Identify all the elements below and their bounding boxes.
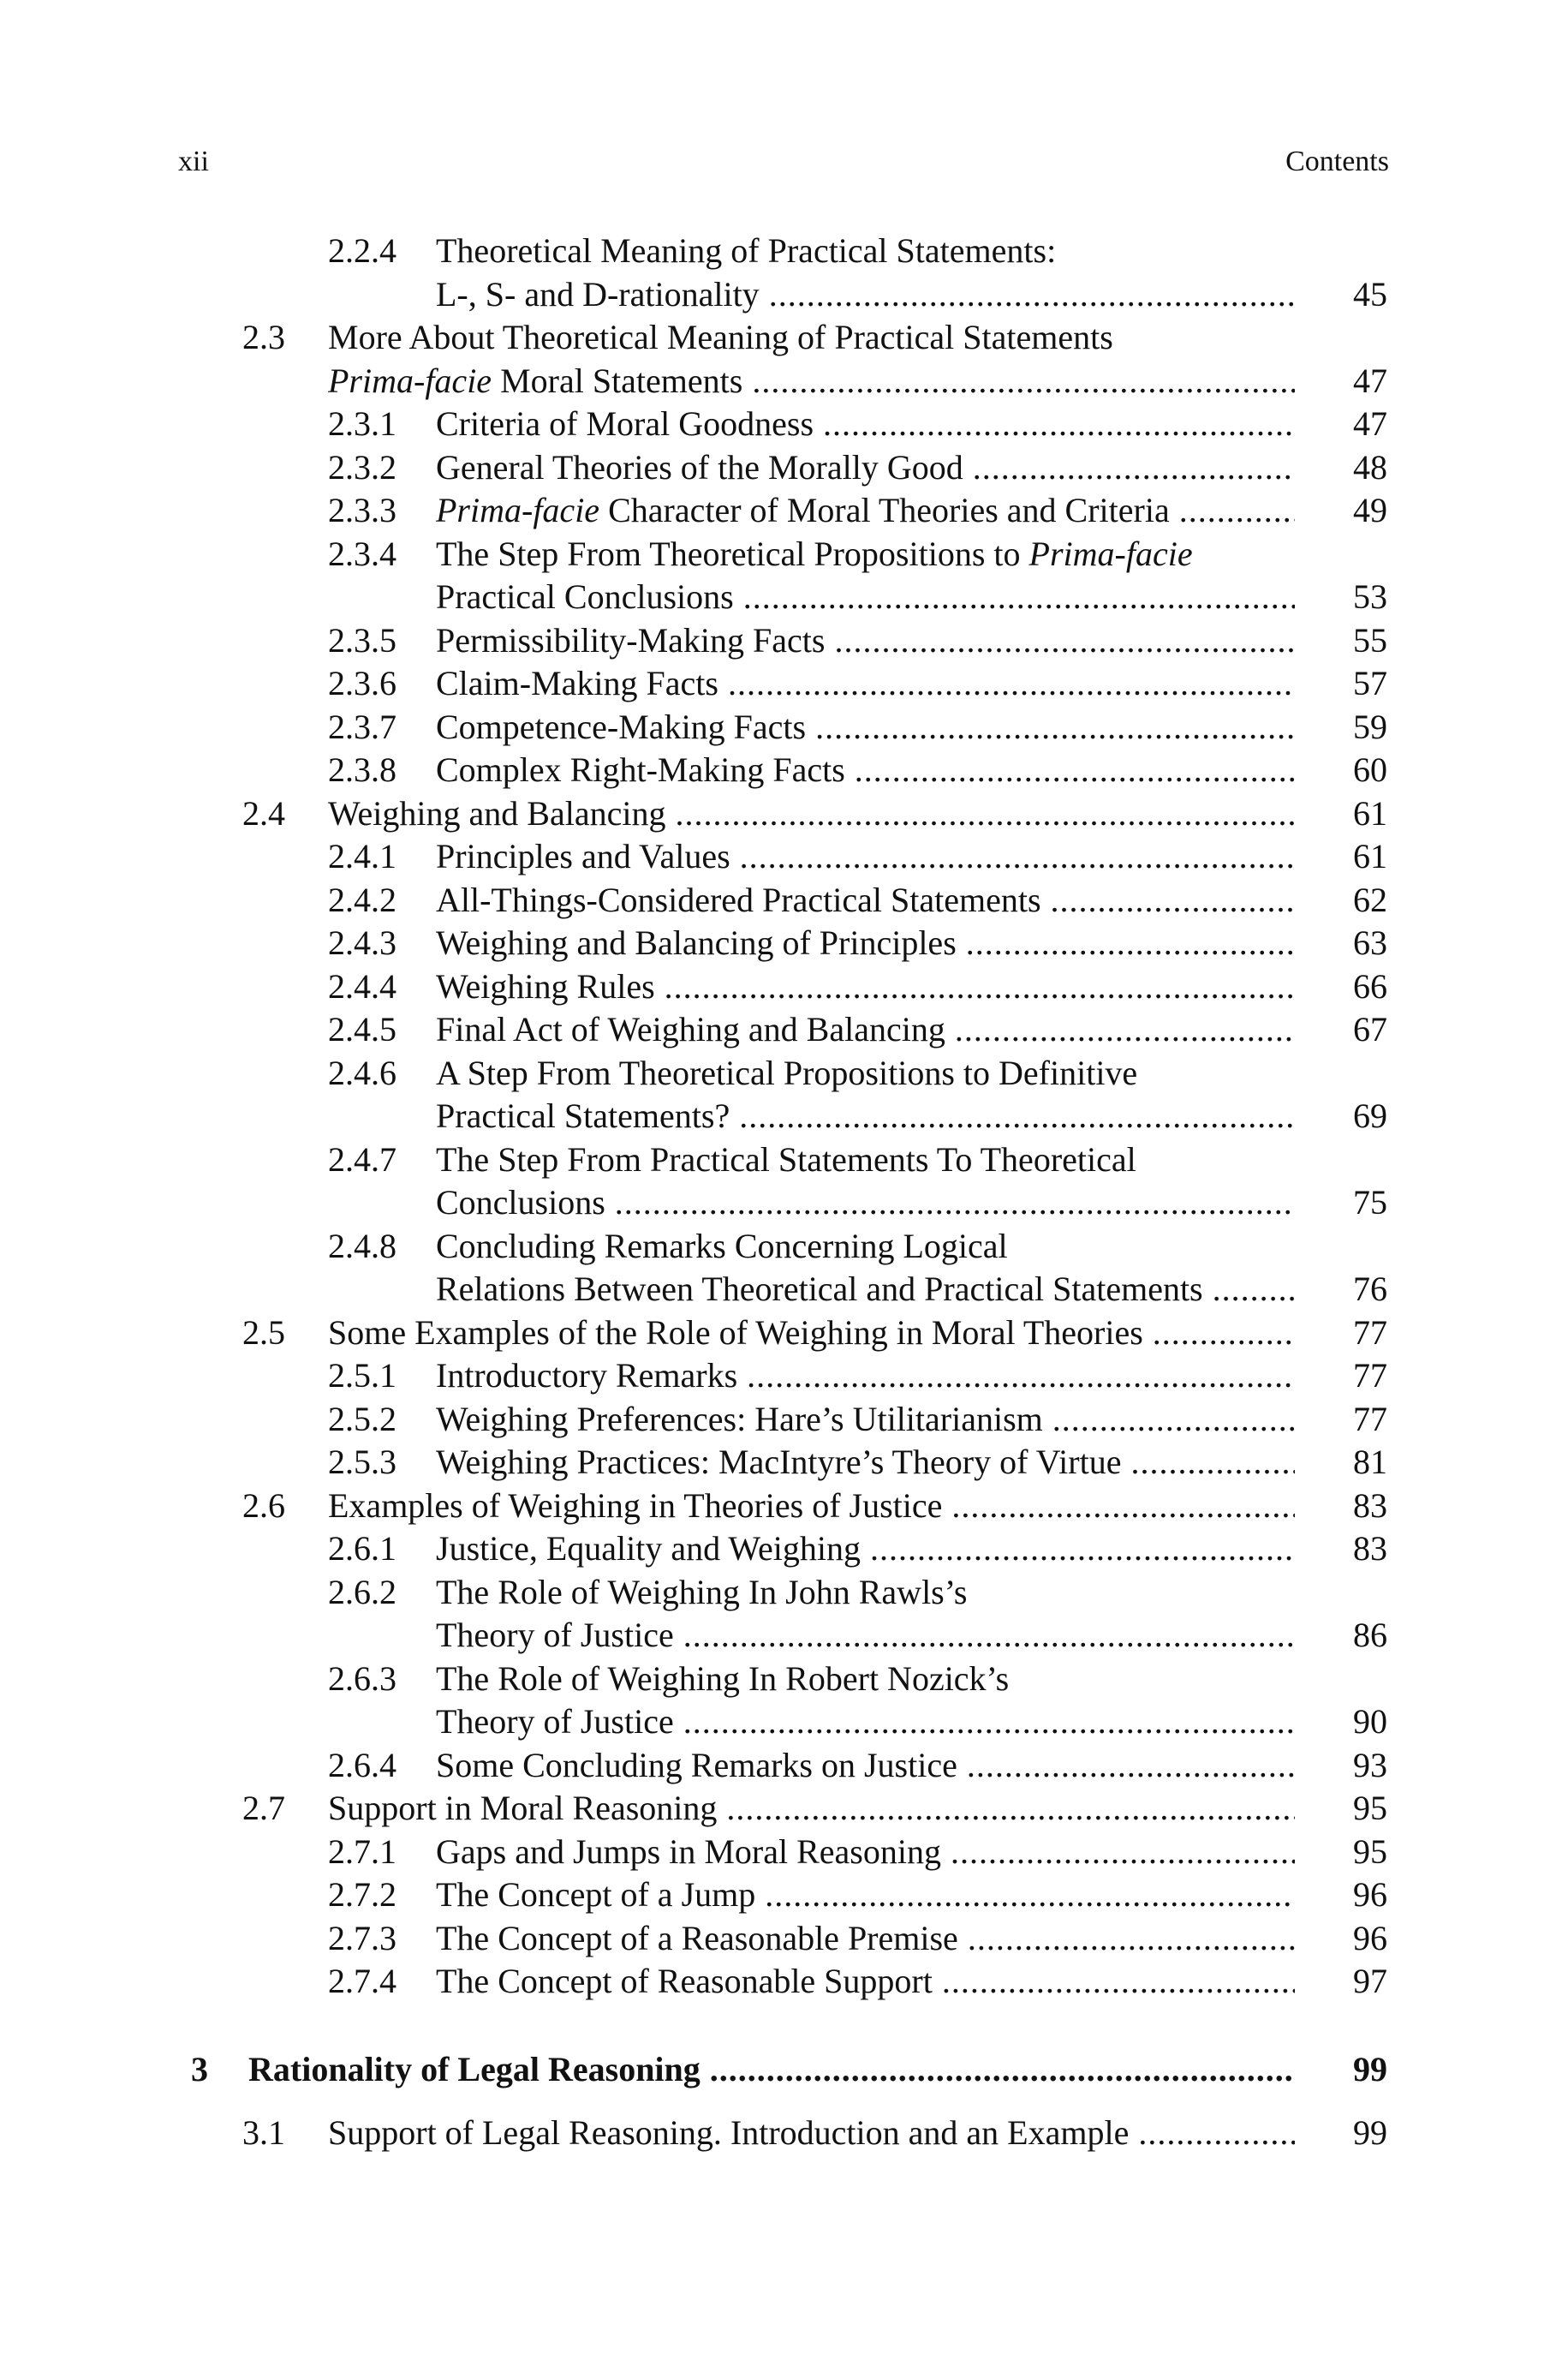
toc-entry-number: 2.7 xyxy=(242,1789,285,1827)
toc-entry-title: Practical Statements? ..... xyxy=(436,1095,1295,1138)
toc-entry-page: 93 xyxy=(1353,1745,1387,1784)
toc-entry[interactable] xyxy=(0,1354,1568,1397)
toc-entry-number: 2.4.6 xyxy=(328,1053,396,1092)
toc-entry-title: Complex Right-Making Facts ..... xyxy=(436,749,1295,792)
toc-entry-page: 75 xyxy=(1353,1183,1387,1222)
toc-entry-page: 57 xyxy=(1353,664,1387,702)
toc-entry-title: The Step From Theoretical Propositions to Prima-facie xyxy=(436,534,1193,573)
toc-entry-title: L-, S- and D-rationality ..... xyxy=(436,273,1295,316)
toc-entry-number: 2.3.8 xyxy=(328,750,396,789)
toc-entry[interactable] xyxy=(0,1917,1568,1960)
toc-entry[interactable] xyxy=(0,879,1568,922)
toc-entry-number: 2.4 xyxy=(242,793,285,833)
toc-entry-number: 2.3.4 xyxy=(328,534,396,573)
toc-entry[interactable] xyxy=(0,576,1568,618)
toc-entry-title: Justice, Equality and Weighing ..... xyxy=(436,1527,1295,1570)
toc-entry[interactable] xyxy=(0,619,1568,662)
toc-entry-page: 77 xyxy=(1353,1312,1387,1352)
toc-entry[interactable] xyxy=(0,835,1568,878)
toc-entry-number: 2.5 xyxy=(242,1312,285,1352)
toc-entry-page: 96 xyxy=(1353,1918,1387,1957)
toc-entry[interactable] xyxy=(0,1441,1568,1484)
toc-entry-number: 2.4.4 xyxy=(328,966,396,1006)
toc-entry[interactable] xyxy=(0,1398,1568,1441)
toc-entry-title: Permissibility-Making Facts ..... xyxy=(436,619,1295,662)
toc-entry-number: 2.3 xyxy=(242,318,285,356)
toc-entry-page: 77 xyxy=(1353,1399,1387,1438)
toc-entry-title: Weighing and Balancing ..... xyxy=(328,792,1295,835)
toc-entry-title: Weighing Rules ..... xyxy=(436,965,1295,1008)
toc-entry-number: 2.3.3 xyxy=(328,491,396,529)
toc-entry-title: Examples of Weighing in Theories of Justice ..... xyxy=(328,1485,1295,1527)
toc-entry-number: 2.7.4 xyxy=(328,1962,396,2000)
toc-entry-page: 83 xyxy=(1353,1529,1387,1568)
toc-entry-title: Some Examples of the Role of Weighing in Moral Theories ..... xyxy=(328,1311,1295,1354)
toc-entry-title: Support of Legal Reasoning. Introduction and an Example ..... xyxy=(328,2112,1295,2154)
toc-entry-page: 61 xyxy=(1353,793,1387,833)
toc-entry-number: 3 xyxy=(191,2049,208,2088)
toc-entry-title: The Role of Weighing In John Rawls’s xyxy=(436,1572,968,1611)
toc-entry-number: 2.7.3 xyxy=(328,1918,396,1957)
toc-entry[interactable] xyxy=(0,1225,1568,1268)
toc-entry-title: Prima-facie Character of Moral Theories and Criteria ..... xyxy=(436,489,1295,532)
toc-entry-number: 2.5.3 xyxy=(328,1443,396,1481)
toc-entry[interactable] xyxy=(0,1744,1568,1787)
toc-entry-page: 47 xyxy=(1353,404,1387,443)
toc-entry[interactable] xyxy=(0,1831,1568,1873)
toc-entry[interactable] xyxy=(0,2048,1568,2091)
toc-entry[interactable] xyxy=(0,1787,1568,1830)
toc-entry-number: 2.6.3 xyxy=(328,1658,396,1698)
toc-entry-title: Gaps and Jumps in Moral Reasoning ..... xyxy=(436,1831,1295,1873)
toc-entry-title: The Concept of Reasonable Support ..... xyxy=(436,1960,1295,2003)
toc-entry[interactable] xyxy=(0,922,1568,965)
toc-entry[interactable] xyxy=(0,1268,1568,1311)
toc-entry-title: Prima-facie Moral Statements ..... xyxy=(328,360,1295,403)
toc-entry-number: 2.7.2 xyxy=(328,1875,396,1914)
running-header xyxy=(178,146,1389,183)
toc-entry[interactable] xyxy=(0,1873,1568,1916)
toc-entry-title: A Step From Theoretical Propositions to Definitive xyxy=(436,1053,1138,1092)
toc-entry-number: 2.3.1 xyxy=(328,404,396,443)
toc-entry-title: Theory of Justice ..... xyxy=(436,1700,1295,1743)
toc-entry[interactable] xyxy=(0,533,1568,576)
toc-entry-title: Weighing and Balancing of Principles ..... xyxy=(436,922,1295,965)
toc-entry[interactable] xyxy=(0,1485,1568,1527)
toc-entry[interactable] xyxy=(0,706,1568,749)
toc-entry-page: 55 xyxy=(1353,620,1387,660)
toc-entry[interactable] xyxy=(0,446,1568,489)
toc-entry-page: 99 xyxy=(1353,2113,1387,2152)
toc-entry[interactable] xyxy=(0,1700,1568,1743)
toc-entry-page: 45 xyxy=(1353,274,1387,314)
toc-entry-number: 2.6.4 xyxy=(328,1745,396,1784)
toc-entry-page: 96 xyxy=(1353,1875,1387,1914)
toc-entry-page: 48 xyxy=(1353,447,1387,487)
toc-entry-page: 49 xyxy=(1353,491,1387,529)
toc-entry-title: Practical Conclusions ..... xyxy=(436,576,1295,618)
toc-entry-page: 47 xyxy=(1353,361,1387,400)
toc-entry[interactable] xyxy=(0,360,1568,403)
toc-entry-page: 62 xyxy=(1353,880,1387,919)
toc-entry[interactable] xyxy=(0,230,1568,272)
toc-entry[interactable] xyxy=(0,273,1568,316)
running-title: Contents xyxy=(1285,146,1389,177)
toc-entry[interactable] xyxy=(0,1008,1568,1051)
toc-entry[interactable] xyxy=(0,1658,1568,1700)
toc-entry-title: More About Theoretical Meaning of Practical Statements xyxy=(328,318,1113,356)
toc-entry-page: 60 xyxy=(1353,750,1387,789)
toc-entry-number: 2.4.1 xyxy=(328,837,396,875)
toc-entry[interactable] xyxy=(0,1614,1568,1657)
toc-entry-title: Conclusions ..... xyxy=(436,1181,1295,1224)
toc-entry-number: 2.5.2 xyxy=(328,1399,396,1438)
toc-entry-page: 63 xyxy=(1353,923,1387,962)
toc-entry-title: Some Concluding Remarks on Justice ..... xyxy=(436,1744,1295,1787)
toc-entry-page: 97 xyxy=(1353,1962,1387,2000)
toc-entry-title: Principles and Values ..... xyxy=(436,835,1295,878)
toc-entry-title: Support in Moral Reasoning ..... xyxy=(328,1787,1295,1830)
page-number-roman: xii xyxy=(178,146,209,177)
toc-entry-number: 2.4.2 xyxy=(328,880,396,919)
toc-entry-title: Claim-Making Facts ..... xyxy=(436,662,1295,705)
toc-entry-page: 95 xyxy=(1353,1789,1387,1827)
toc-entry[interactable] xyxy=(0,792,1568,835)
toc-entry-number: 2.6.2 xyxy=(328,1572,396,1611)
toc-entry[interactable] xyxy=(0,965,1568,1008)
toc-entry-number: 3.1 xyxy=(242,2113,285,2152)
toc-entry-title: Competence-Making Facts ..... xyxy=(436,706,1295,749)
toc-entry-title: Concluding Remarks Concerning Logical xyxy=(436,1226,1008,1265)
toc-entry[interactable] xyxy=(0,1960,1568,2003)
toc-entry-title: Final Act of Weighing and Balancing ..... xyxy=(436,1008,1295,1051)
toc-entry-title: The Step From Practical Statements To Theoretical xyxy=(436,1139,1136,1179)
toc-entry-page: 86 xyxy=(1353,1616,1387,1654)
toc-entry-number: 2.3.6 xyxy=(328,664,396,702)
toc-entry[interactable] xyxy=(0,1527,1568,1570)
toc-entry-page: 67 xyxy=(1353,1010,1387,1049)
toc-entry-page: 59 xyxy=(1353,707,1387,746)
toc-entry-number: 2.6.1 xyxy=(328,1529,396,1568)
toc-entry-number: 2.3.7 xyxy=(328,707,396,746)
toc-entry-page: 76 xyxy=(1353,1270,1387,1308)
toc-entry-title: Weighing Preferences: Hare’s Utilitarianism ..... xyxy=(436,1398,1295,1441)
toc-entry-page: 99 xyxy=(1353,2049,1387,2088)
toc-entry-page: 69 xyxy=(1353,1096,1387,1135)
toc-entry[interactable] xyxy=(0,403,1568,445)
toc-entry-page: 53 xyxy=(1353,577,1387,616)
toc-entry-title: The Concept of a Jump ..... xyxy=(436,1873,1295,1916)
toc-entry-title: All-Things-Considered Practical Statements ..... xyxy=(436,879,1295,922)
toc-entry-number: 2.4.8 xyxy=(328,1226,396,1265)
toc-entry-number: 2.6 xyxy=(242,1485,285,1525)
toc-entry-number: 2.4.3 xyxy=(328,923,396,962)
toc-entry-page: 95 xyxy=(1353,1831,1387,1871)
toc-entry-page: 61 xyxy=(1353,837,1387,875)
toc-entry-page: 90 xyxy=(1353,1702,1387,1741)
toc-entry-title: Theoretical Meaning of Practical Statements: xyxy=(436,231,1057,270)
toc-entry[interactable] xyxy=(0,749,1568,792)
toc-entry[interactable] xyxy=(0,2112,1568,2154)
toc-entry-page: 81 xyxy=(1353,1443,1387,1481)
toc-entry-number: 2.3.5 xyxy=(328,620,396,660)
toc-entry-title: Relations Between Theoretical and Practical Statements ..... xyxy=(436,1268,1295,1311)
toc-entry-title: Rationality of Legal Reasoning ..... xyxy=(248,2048,1295,2091)
toc-entry[interactable] xyxy=(0,1138,1568,1181)
toc-entry[interactable] xyxy=(0,662,1568,705)
toc-entry-number: 2.7.1 xyxy=(328,1831,396,1871)
toc-entry-title: Theory of Justice ..... xyxy=(436,1614,1295,1657)
toc-entry-title: Introductory Remarks ..... xyxy=(436,1354,1295,1397)
toc-entry[interactable] xyxy=(0,316,1568,359)
toc-entry-number: 2.5.1 xyxy=(328,1356,396,1395)
toc-entry-number: 2.4.5 xyxy=(328,1010,396,1049)
toc-entry-page: 66 xyxy=(1353,966,1387,1006)
toc-entry-number: 2.4.7 xyxy=(328,1139,396,1179)
toc-entry-title: General Theories of the Morally Good ..... xyxy=(436,446,1295,489)
toc-entry-page: 83 xyxy=(1353,1485,1387,1525)
toc-entry-page: 77 xyxy=(1353,1356,1387,1395)
toc-entry[interactable] xyxy=(0,1571,1568,1614)
toc-entry[interactable] xyxy=(0,1311,1568,1354)
toc-entry-title: Criteria of Moral Goodness ..... xyxy=(436,403,1295,445)
toc-entry[interactable] xyxy=(0,1095,1568,1138)
toc-entry[interactable] xyxy=(0,489,1568,532)
toc-entry[interactable] xyxy=(0,1181,1568,1224)
toc-entry[interactable] xyxy=(0,1052,1568,1095)
toc-entry-number: 2.3.2 xyxy=(328,447,396,487)
toc-entry-title: The Concept of a Reasonable Premise ..... xyxy=(436,1917,1295,1960)
toc-entry-number: 2.2.4 xyxy=(328,231,396,270)
toc-entry-title: The Role of Weighing In Robert Nozick’s xyxy=(436,1658,1010,1698)
toc-entry-title: Weighing Practices: MacIntyre’s Theory of Virtue ..... xyxy=(436,1441,1295,1484)
